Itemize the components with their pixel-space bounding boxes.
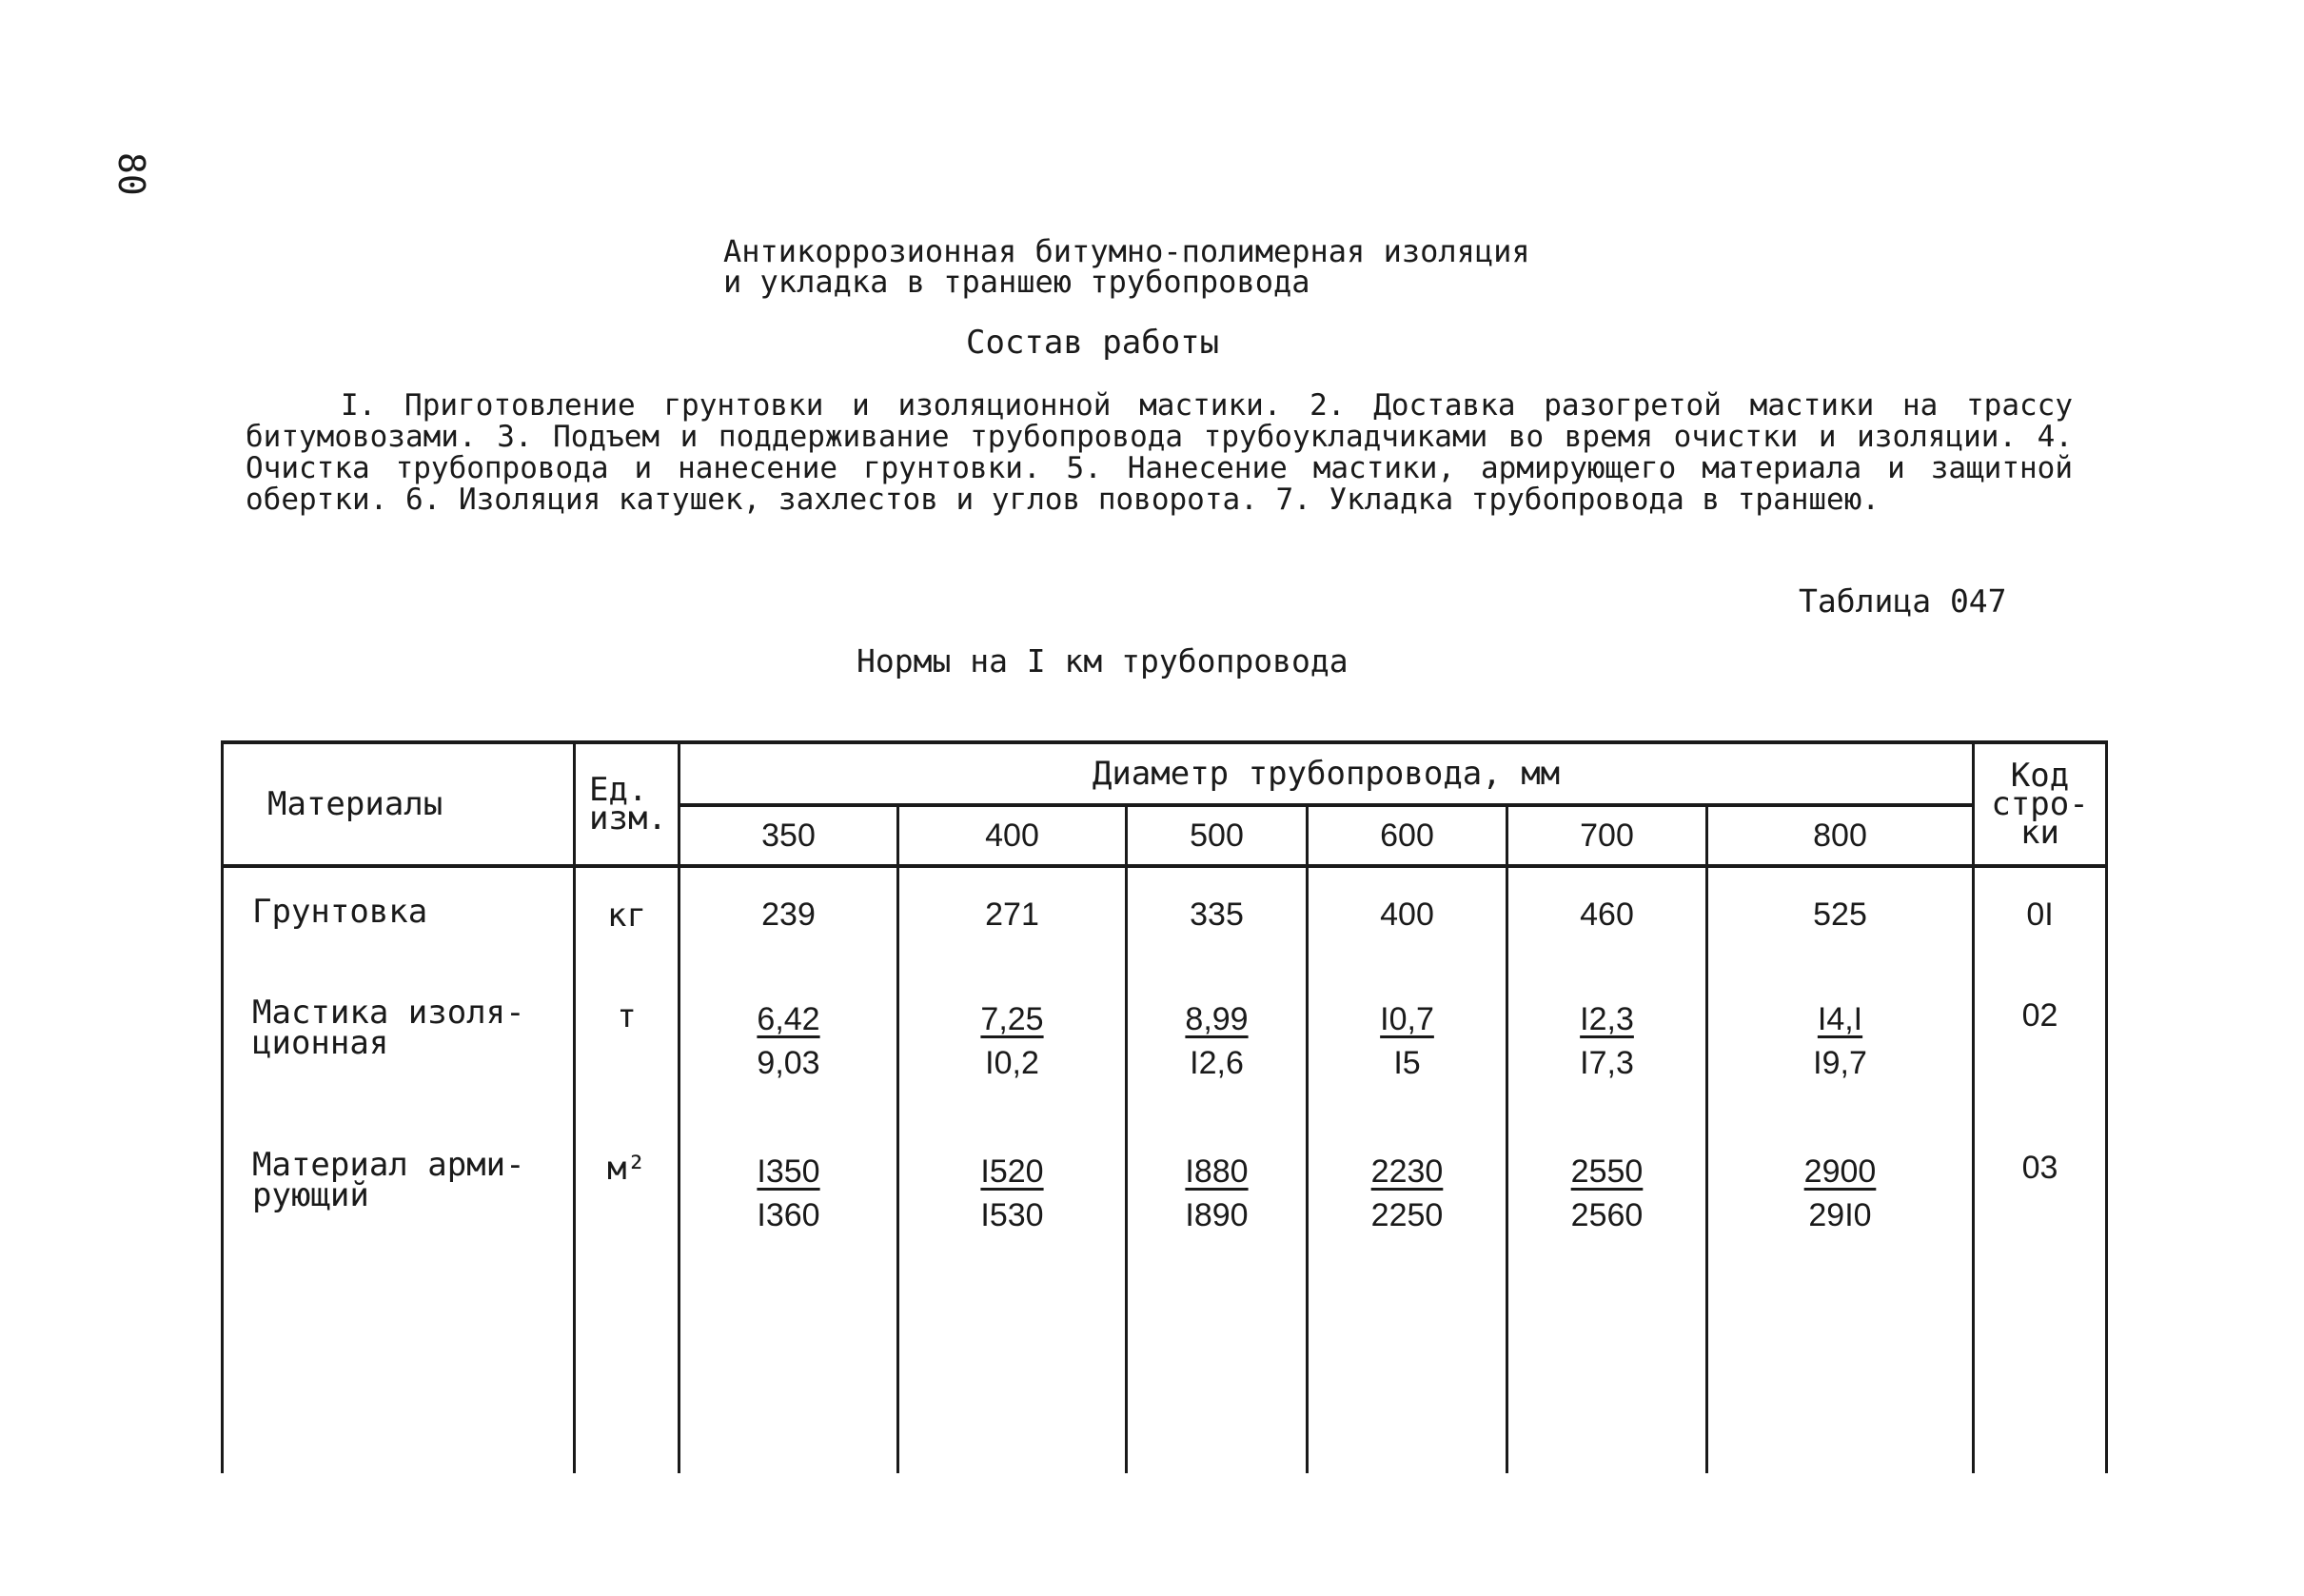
value-cell	[1507, 988, 1707, 1140]
row-name-line2: ционная	[252, 1024, 389, 1062]
value-bottom: 9,03	[757, 1045, 820, 1081]
value-cell: 460	[1507, 866, 1707, 988]
diameter-800: 800	[1707, 805, 1974, 866]
value-bottom: I7,3	[1580, 1045, 1634, 1081]
row-code: 0I	[1974, 866, 2107, 988]
value-bottom: I890	[1185, 1197, 1249, 1233]
value-cell	[1707, 1140, 1974, 1473]
value-cell	[679, 1140, 898, 1473]
title-line-1: Антикоррозионная битумно-полимерная изоляция	[723, 233, 1530, 269]
header-code-line1: Код	[2010, 757, 2070, 795]
header-unit	[575, 742, 679, 866]
diameter-400: 400	[898, 805, 1127, 866]
header-line-code	[1974, 742, 2107, 866]
value-bottom: 29I0	[1808, 1197, 1872, 1233]
value-cell	[1127, 1140, 1308, 1473]
diameter-700: 700	[1507, 805, 1707, 866]
value-cell	[1507, 1140, 1707, 1473]
table-row	[223, 988, 2107, 1140]
header-unit-line1: Ед.	[589, 771, 648, 809]
row-name-line2: рующий	[252, 1176, 369, 1214]
row-mastic-name	[223, 988, 575, 1140]
header-materials: Материалы	[223, 742, 575, 866]
value-top: I520	[980, 1153, 1044, 1190]
value-bottom: I5	[1393, 1045, 1421, 1081]
value-top: I2,3	[1580, 1001, 1634, 1037]
value-top: I880	[1185, 1153, 1249, 1190]
value-cell	[679, 988, 898, 1140]
header-code-line2: стро-	[1991, 785, 2089, 823]
work-description: I. Приготовление грунтовки и изоляционной мастики. 2. Доставка разогретой мастики на трассу битумовозами. 3. Подъем и поддерживание трубопровода трубоукладчиками во время очистки и изоляции. 4. Очистка трубопровода и нанесение грунтовки. 5. Нанесение мастики, армирующего материала и защитной обертки. 6. Изоляция катушек, захлестов и углов поворота. 7. Укладка трубопровода в траншею.	[246, 388, 2073, 517]
value-top: I4,I	[1817, 1001, 1863, 1037]
row-unit: т	[575, 988, 679, 1140]
table-row	[223, 1140, 2107, 1473]
row-reinforcing-name	[223, 1140, 575, 1473]
row-primer-name	[223, 866, 575, 988]
row-code: 02	[1974, 988, 2107, 1140]
value-top: 2230	[1370, 1153, 1444, 1190]
row-name-line1: Мастика изоля-	[252, 994, 525, 1032]
diameter-600: 600	[1308, 805, 1507, 866]
row-name-line1: Материал арми-	[252, 1146, 525, 1184]
value-cell: 335	[1127, 866, 1308, 988]
value-cell: 271	[898, 866, 1127, 988]
value-cell: 400	[1308, 866, 1507, 988]
value-top: I0,7	[1380, 1001, 1434, 1037]
header-diameter: Диаметр трубопровода, мм	[679, 742, 1974, 805]
value-cell	[898, 988, 1127, 1140]
norms-table	[221, 740, 2108, 1473]
header-code-line3: ки	[2020, 814, 2059, 852]
value-bottom: I9,7	[1813, 1045, 1867, 1081]
value-cell	[898, 1140, 1127, 1473]
value-top: 6,42	[757, 1001, 820, 1037]
table-caption: Нормы на I км трубопровода	[857, 642, 1349, 680]
value-top: I350	[757, 1153, 820, 1190]
value-cell	[1308, 1140, 1507, 1473]
value-cell	[1707, 988, 1974, 1140]
table-number: Таблица 047	[1799, 582, 2007, 620]
page-number: 80	[110, 152, 152, 196]
document-title	[723, 233, 1530, 300]
diameter-500: 500	[1127, 805, 1308, 866]
value-cell	[1308, 988, 1507, 1140]
value-cell	[1127, 988, 1308, 1140]
row-code: 03	[1974, 1140, 2107, 1473]
row-name-line1: Грунтовка	[252, 893, 428, 931]
value-cell: 525	[1707, 866, 1974, 988]
value-bottom: 2250	[1370, 1197, 1444, 1233]
value-top: 8,99	[1185, 1001, 1249, 1037]
table-row	[223, 866, 2107, 988]
row-unit: м²	[575, 1140, 679, 1473]
header-unit-line2: изм.	[589, 799, 667, 837]
value-bottom: I0,2	[985, 1045, 1039, 1081]
diameter-350: 350	[679, 805, 898, 866]
value-bottom: I360	[757, 1197, 820, 1233]
row-unit: кг	[575, 866, 679, 988]
value-top: 7,25	[980, 1001, 1044, 1037]
value-bottom: 2560	[1570, 1197, 1644, 1233]
value-top: 2550	[1570, 1153, 1644, 1190]
value-top: 2900	[1803, 1153, 1877, 1190]
value-bottom: I2,6	[1190, 1045, 1244, 1081]
title-line-2: и укладка в траншею трубопровода	[723, 264, 1310, 300]
value-cell: 239	[679, 866, 898, 988]
value-bottom: I530	[980, 1197, 1044, 1233]
section-title: Состав работы	[966, 324, 1220, 362]
